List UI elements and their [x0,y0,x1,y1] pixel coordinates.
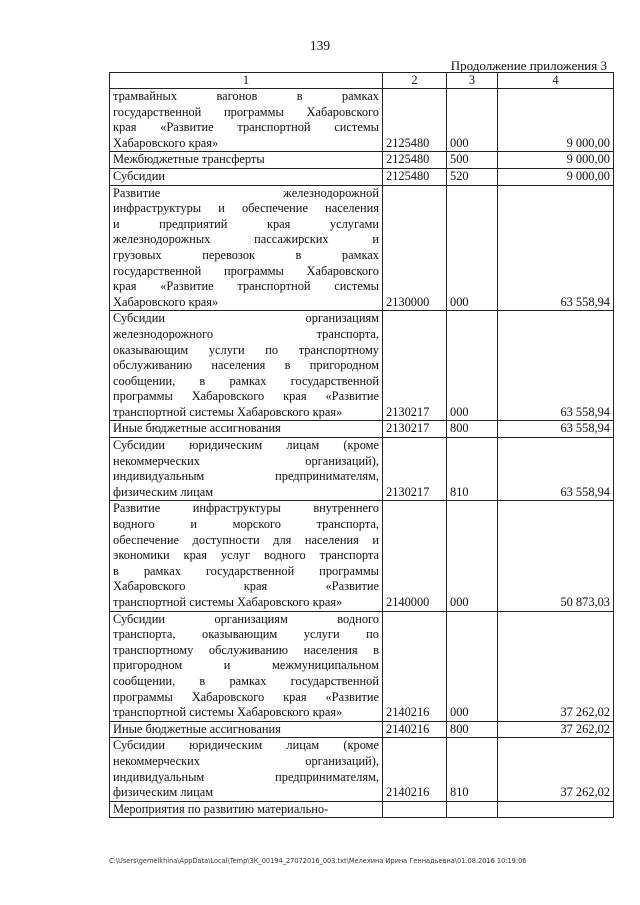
expense-name-cell [110,421,383,438]
expense-name-line: Субсидии организациям [113,311,379,326]
target-article-code: 2140000 [383,501,447,611]
page-number: 139 [309,38,331,53]
amount-cell: 37 262,02 [498,721,614,738]
expense-name-line: Субсидии юридическим лицам (кроме [113,438,379,453]
expense-name-line: транспортному обслуживанию населения в [113,642,379,657]
expense-name-line: транспортной системы Хабаровского края» [113,404,343,419]
expense-name-line: Хабаровского края «Развитие [113,579,379,594]
table-body [110,89,614,818]
expense-name-line: транспортной системы Хабаровского края» [113,705,343,720]
expense-type-code: 520 [447,168,498,185]
expense-name-line: и предприятий края услугами [113,216,379,231]
expense-name-cell [110,721,383,738]
target-article-code: 2130217 [383,421,447,438]
expense-type-code [447,801,498,818]
expense-name-line: физическим лицам [113,785,214,800]
expense-type-code: 810 [447,438,498,501]
amount-cell: 9 000,00 [498,152,614,169]
amount-cell: 9 000,00 [498,168,614,185]
expense-name-line: государственной программы Хабаровского [113,104,379,119]
amount-cell: 63 558,94 [498,185,614,311]
expense-name-cell [110,501,383,611]
expense-name-line: инфраструктуры и обеспечение населения [113,201,379,216]
amount-cell: 50 873,03 [498,501,614,611]
expense-name-line: обслуживанию населения в пригородном [113,358,379,373]
expense-name-line: оказывающим услуги по транспортному [113,342,379,357]
expense-name-cell [110,168,383,185]
expense-name-line: физическим лицам [113,484,214,499]
expense-name-line: трамвайных вагонов в рамках [113,89,379,103]
expense-name-line: Хабаровского края» [113,294,219,309]
expense-name-line: края «Развитие транспортной системы [113,279,379,294]
target-article-code [383,801,447,818]
target-article-code: 2140216 [383,738,447,801]
table-row [110,801,614,818]
expense-type-code: 000 [447,311,498,421]
target-article-code: 2130217 [383,311,447,421]
expense-name-cell [110,185,383,311]
expense-name-line: государственной программы Хабаровского [113,263,379,278]
expense-name-cell [110,311,383,421]
table-row [110,421,614,438]
table-header-row [110,73,614,89]
column-header-1: 1 [110,73,383,89]
target-article-code: 2140216 [383,611,447,721]
expense-name-line: железнодорожного транспорта, [113,326,379,341]
expense-name-line: Мероприятия по развитию материально- [113,801,329,816]
table-row [110,152,614,169]
table-row [110,501,614,611]
expense-name-cell [110,89,383,152]
target-article-code: 2125480 [383,168,447,185]
expense-name-line: Субсидии [113,168,165,183]
expense-name-line: экономики края услуг водного транспорта [113,548,379,563]
expense-name-line: сообщении, в рамках государственной [113,673,379,688]
expense-type-code: 800 [447,421,498,438]
table-row [110,721,614,738]
expense-name-line: Хабаровского края» [113,135,219,150]
table-row [110,168,614,185]
budget-table [109,72,614,818]
expense-name-line: транспорта, оказывающим услуги по [113,627,379,642]
expense-type-code: 000 [447,611,498,721]
amount-cell: 63 558,94 [498,438,614,501]
appendix-continuation-label: Продолжение приложения 3 [450,58,607,73]
column-header-2: 2 [383,73,447,89]
expense-name-line: некоммерческих организаций), [113,753,379,768]
table-row [110,89,614,152]
expense-name-cell [110,801,383,818]
expense-name-cell [110,438,383,501]
expense-name-line: индивидуальным предпринимателям, [113,769,379,784]
expense-name-line: индивидуальным предпринимателям, [113,469,379,484]
target-article-code: 2125480 [383,89,447,152]
target-article-code: 2130000 [383,185,447,311]
table-row [110,611,614,721]
table-row [110,438,614,501]
expense-name-cell [110,152,383,169]
amount-cell: 63 558,94 [498,311,614,421]
expense-name-line: Развитие железнодорожной [113,185,379,200]
expense-name-line: транспортной системы Хабаровского края» [113,595,343,609]
expense-name-line: некоммерческих организаций), [113,453,379,468]
expense-name-line: железнодорожных пассажирских и [113,232,379,247]
target-article-code: 2140216 [383,721,447,738]
file-path-footer: C:\Users\gemelkhina\AppData\Local\Temp\ЗК_00194_27072016_003.txt\Мелехина Ирина Геннадьевна\01.08.2016 10:19:06 [109,857,527,865]
expense-name-cell [110,611,383,721]
expense-name-line: Развитие инфраструктуры внутреннего [113,501,379,516]
expense-name-cell [110,738,383,801]
expense-name-line: Субсидии юридическим лицам (кроме [113,738,379,753]
target-article-code: 2130217 [383,438,447,501]
expense-type-code: 800 [447,721,498,738]
expense-name-line: программы Хабаровского края «Развитие [113,689,379,704]
expense-name-line: грузовых перевозок в рамках [113,247,379,262]
expense-type-code: 000 [447,185,498,311]
expense-type-code: 810 [447,738,498,801]
expense-name-line: пригородном и межмуниципальном [113,658,379,673]
expense-name-line: программы Хабаровского края «Развитие [113,389,379,404]
expense-name-line: водного и морского транспорта, [113,517,379,532]
expense-name-line: обеспечение доступности для населения и [113,532,379,547]
expense-type-code: 500 [447,152,498,169]
amount-cell: 37 262,02 [498,738,614,801]
expense-type-code: 000 [447,501,498,611]
amount-cell: 9 000,00 [498,89,614,152]
expense-name-line: края «Развитие транспортной системы [113,120,379,135]
expense-name-line: Иные бюджетные ассигнования [113,421,281,436]
target-article-code: 2125480 [383,152,447,169]
column-header-3: 3 [447,73,498,89]
table-row [110,738,614,801]
amount-cell: 37 262,02 [498,611,614,721]
expense-name-line: сообщении, в рамках государственной [113,373,379,388]
column-header-4: 4 [498,73,614,89]
table-row [110,311,614,421]
expense-name-line: Межбюджетные трансферты [113,152,265,167]
expense-name-line: в рамках государственной программы [113,563,379,578]
expense-name-line: Иные бюджетные ассигнования [113,721,281,736]
expense-type-code: 000 [447,89,498,152]
amount-cell: 63 558,94 [498,421,614,438]
expense-name-line: Субсидии организациям водного [113,611,379,626]
table-row [110,185,614,311]
amount-cell [498,801,614,818]
